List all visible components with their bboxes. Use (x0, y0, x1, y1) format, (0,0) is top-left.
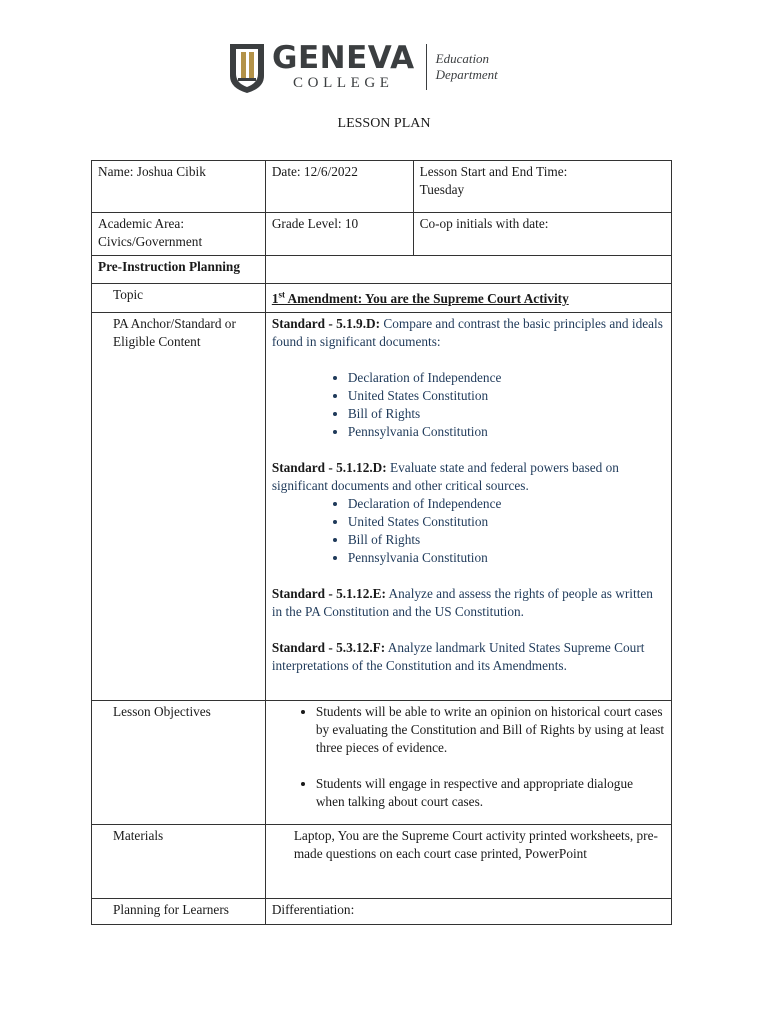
time-label: Lesson Start and End Time: (419, 164, 568, 179)
topic-title (272, 291, 569, 306)
logo-department (436, 51, 498, 83)
standard-bullets (272, 369, 665, 441)
standard-item (272, 639, 665, 675)
materials-content: Laptop, You are the Supreme Court activity printed worksheets, pre-made questions on each court case printed, PowerPoint (265, 825, 671, 899)
cell-coop: Co-op initials with date: (413, 213, 671, 256)
bullet-item: • Pennsylvania Constitution (348, 423, 665, 441)
area-value: Civics/Government (98, 234, 203, 249)
objective-item: • Students will be able to write an opinion on historical court cases by evaluating the Constitution and Bill of Rights by using at least three pieces of evidence. (316, 703, 665, 757)
bullet-item: • Declaration of Independence (348, 369, 665, 387)
topic-value (265, 284, 671, 313)
standard-item (272, 459, 665, 567)
standards-label (92, 313, 266, 701)
cell-time (413, 161, 671, 213)
objective-item: • Students will engage in respective and appropriate dialogue when talking about court cases. (316, 775, 665, 811)
learners-content: Differentiation: (265, 899, 671, 925)
bullet-item: • Bill of Rights (348, 405, 665, 423)
bullet-item: • Bill of Rights (348, 531, 665, 549)
objectives-list (272, 703, 665, 811)
standard-code: Standard - 5.1.12.E: (271, 586, 386, 602)
logo-name: GENEVA (272, 40, 415, 76)
objectives-label: Lesson Objectives (92, 701, 266, 825)
geneva-crest-icon (228, 40, 266, 94)
logo-sub: COLLEGE (293, 75, 394, 91)
document-title: LESSON PLAN (337, 116, 431, 131)
dept-line-1: Education (435, 51, 490, 66)
geneva-college-logo (228, 40, 498, 94)
materials-label: Materials (92, 825, 266, 899)
bullet-item: • United States Constitution (348, 513, 665, 531)
topic-ordinal-sup: st (278, 290, 285, 300)
standards-label-line-1: PA Anchor/Standard or (113, 316, 236, 332)
row-name-date (92, 161, 672, 213)
row-pre-instruction (92, 256, 672, 284)
bullet-item: • Pennsylvania Constitution (348, 549, 665, 567)
row-standards (92, 313, 672, 701)
topic-title-text: Amendment: You are the Supreme Court Activity (284, 291, 569, 307)
standards-label-line-2: Eligible Content (113, 334, 201, 350)
standard-text: Compare and contrast the basic principles and ideals found in significant documents: (271, 316, 663, 350)
bullet-item: • United States Constitution (348, 387, 665, 405)
bullet-item: • Declaration of Independence (348, 495, 665, 513)
standard-text: Analyze landmark United States Supreme Court interpretations of the Constitution and its Amendments. (271, 640, 645, 674)
standard-text: Analyze and assess the rights of people as written in the PA Constitution and the US Constitution. (271, 586, 653, 620)
learners-label: Planning for Learners (92, 899, 266, 925)
cell-name: Name: Joshua Cibik (92, 161, 266, 213)
row-topic (92, 284, 672, 313)
objectives-content (265, 701, 671, 825)
standard-bullets (272, 495, 665, 567)
pre-instruction-heading: Pre-Instruction Planning (92, 256, 266, 284)
row-learners (92, 899, 672, 925)
area-label: Academic Area: (98, 216, 185, 231)
standards-content (265, 313, 671, 701)
standard-item (272, 315, 665, 441)
topic-ordinal: 1 (271, 291, 279, 307)
cell-grade: Grade Level: 10 (265, 213, 413, 256)
cell-area (92, 213, 266, 256)
cell-date: Date: 12/6/2022 (265, 161, 413, 213)
standard-code: Standard - 5.1.9.D: (271, 316, 381, 332)
row-objectives (92, 701, 672, 825)
standard-code: Standard - 5.1.12.D: (271, 460, 387, 476)
row-materials (92, 825, 672, 899)
logo-divider (426, 44, 427, 90)
row-area-grade (92, 213, 672, 256)
standard-item (272, 585, 665, 621)
pre-instruction-empty (265, 256, 671, 284)
time-value: Tuesday (419, 182, 465, 197)
dept-line-2: Department (435, 67, 498, 82)
lesson-plan-table (91, 160, 672, 925)
logo-wordmark (272, 40, 415, 91)
standard-text: Evaluate state and federal powers based on significant documents and other critical sources. (271, 460, 619, 494)
topic-label: Topic (92, 284, 266, 313)
standard-code: Standard - 5.3.12.F: (271, 640, 386, 656)
